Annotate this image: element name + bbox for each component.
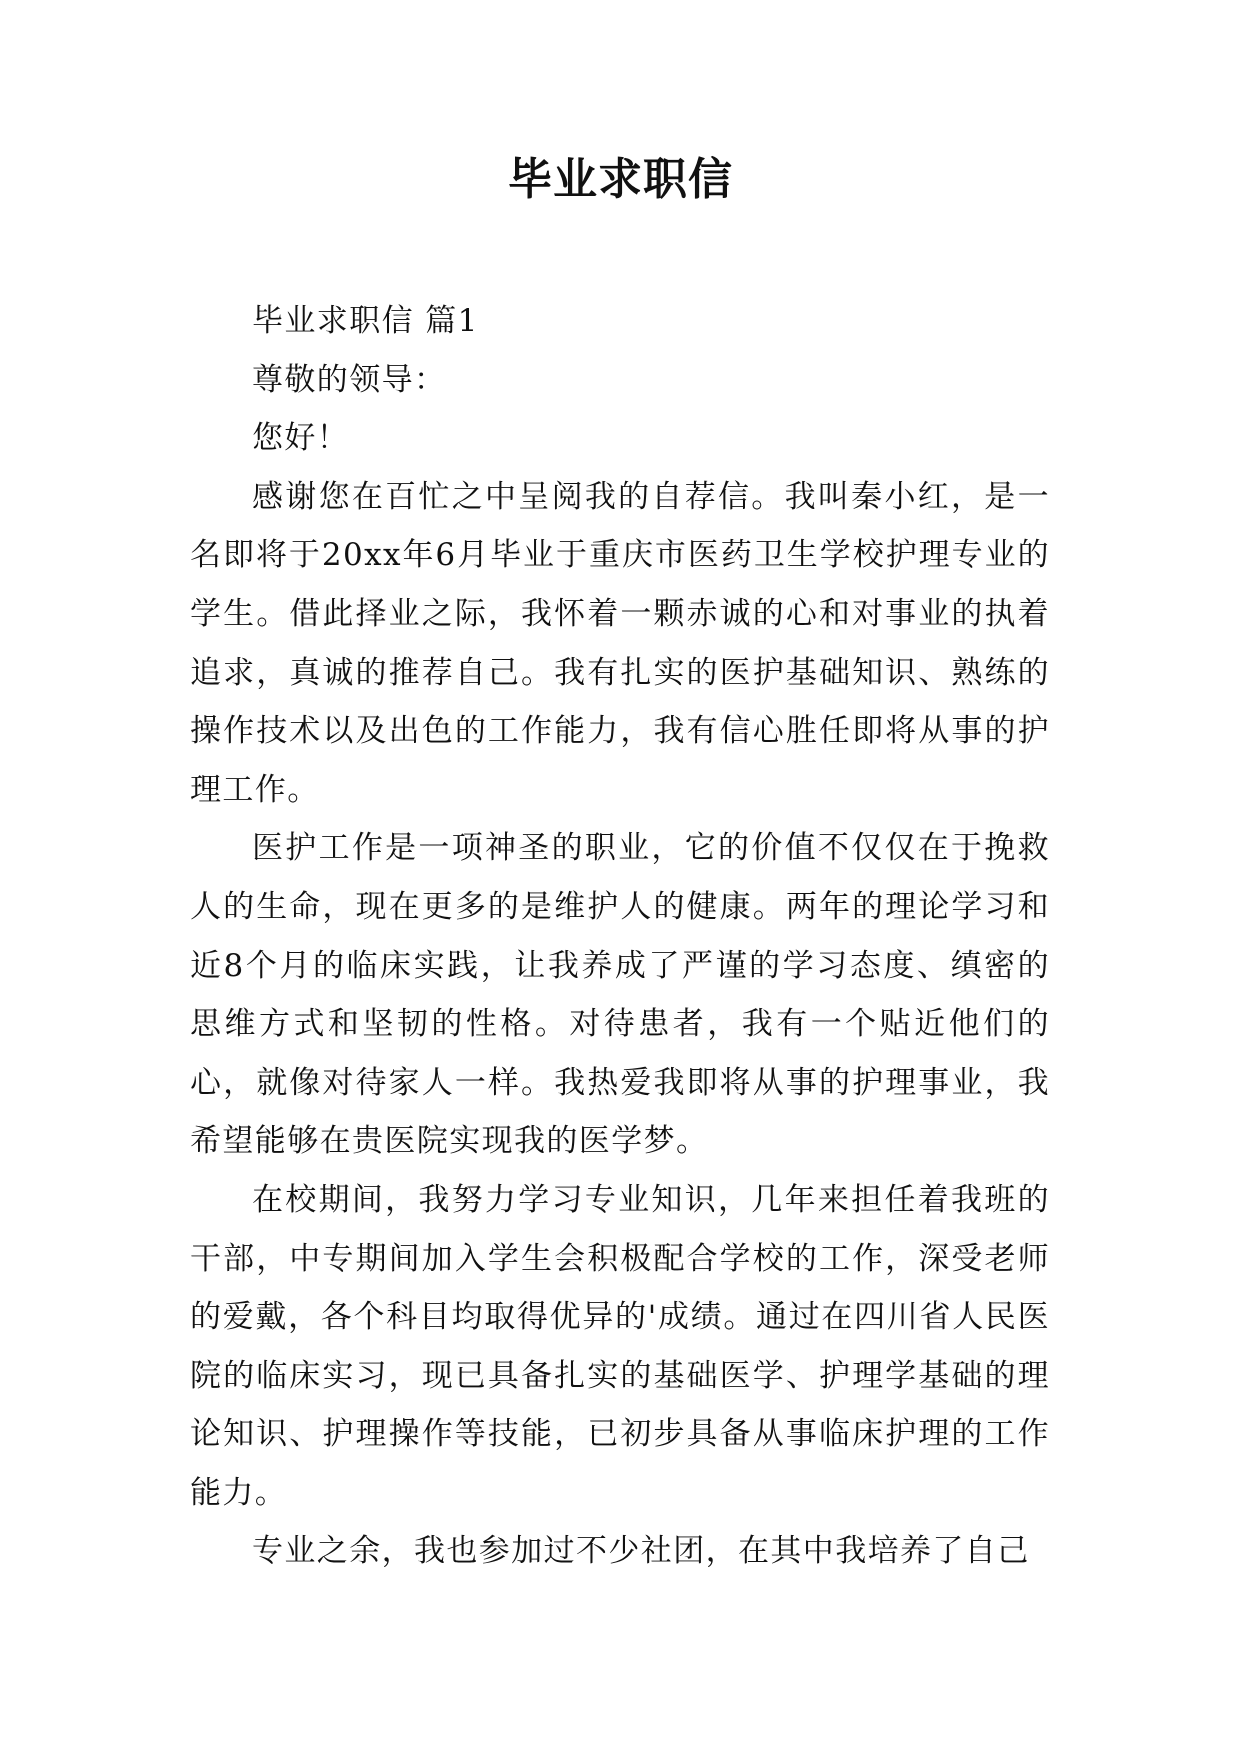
paragraph-school-experience: 在校期间，我努力学习专业知识，几年来担任着我班的干部，中专期间加入学生会积极配合学校的工作，深受老师的爱戴，各个科目均取得优异的'成绩。通过在四川省人民医院的临床实习，现已具备扎实的基础医学、护理学基础的理论知识、护理操作等技能，已初步具备从事临床护理的工作能力。 [190,1181,1050,1511]
salutation: 尊敬的领导： [252,361,447,398]
greeting: 您好！ [252,420,350,457]
paragraph-extracurricular: 专业之余，我也参加过不少社团，在其中我培养了自己 [252,1533,1030,1570]
document-title: 毕业求职信 [508,154,733,205]
paragraph-nursing-career: 医护工作是一项神圣的职业，它的价值不仅仅在于挽救人的生命，现在更多的是维护人的健康。两年的理论学习和近8个月的临床实践，让我养成了严谨的学习态度、缜密的思维方式和坚韧的性格。对待患者，我有一个贴近他们的心，就像对待家人一样。我热爱我即将从事的护理事业，我希望能够在贵医院实现我的医学梦。 [190,830,1050,1160]
document-body [190,292,1050,1581]
paragraph-introduction: 感谢您在百忙之中呈阅我的自荐信。我叫秦小红，是一名即将于20xx年6月毕业于重庆市医药卫生学校护理专业的学生。借此择业之际，我怀着一颗赤诚的心和对事业的执着追求，真诚的推荐自己。我有扎实的医护基础知识、熟练的操作技术以及出色的工作能力，我有信心胜任即将从事的护理工作。 [190,478,1050,808]
section-heading: 毕业求职信 篇1 [252,303,479,339]
